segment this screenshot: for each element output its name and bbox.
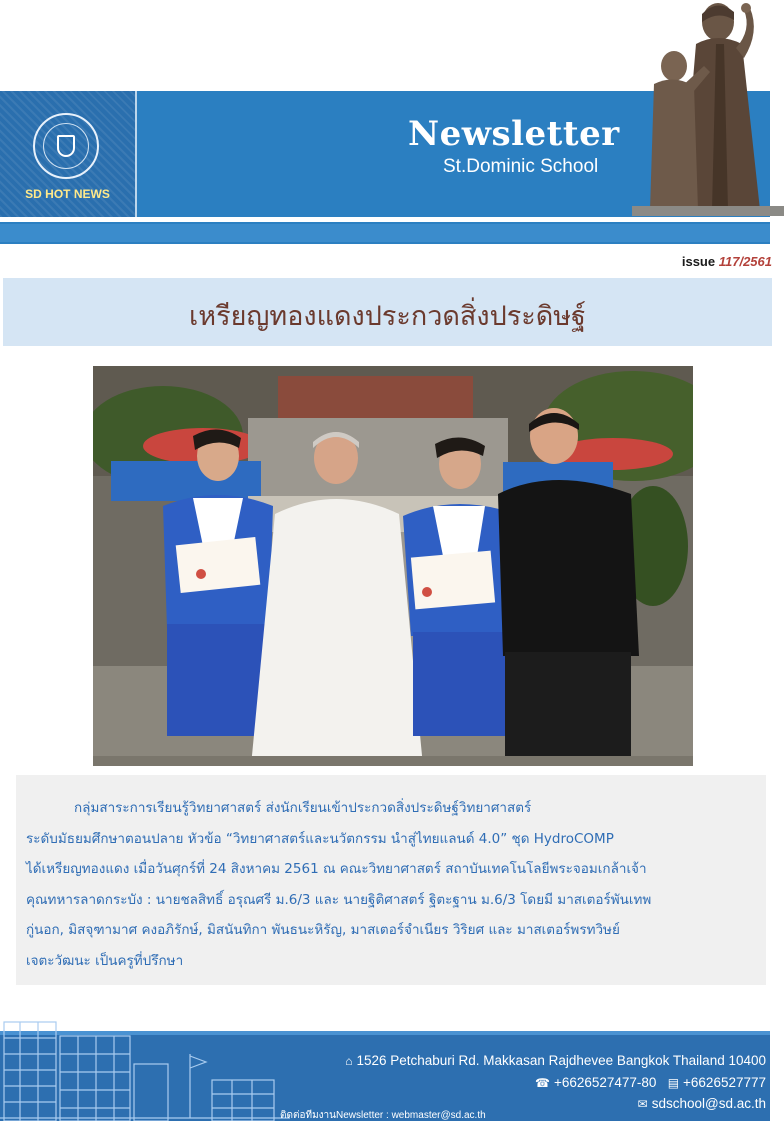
school-name: St.Dominic School [443, 156, 599, 177]
article-headline: เหรียญทองแดงประกวดสิ่งประดิษฐ์ [189, 301, 586, 332]
article-line: เจตะวัฒนะ เป็นครูที่ปรึกษา [26, 952, 184, 969]
article-line: คุณทหารลาดกระบัง : นายชลสิทธิ์ อรุณศรี ม.6/3 และ นายฐิติศาสตร์ ฐิตะฐาน ม.6/3 โดยมี มาสเตอร์พันเทพ [26, 891, 652, 908]
article-text [26, 793, 754, 976]
fax-number: +6626527777 [683, 1075, 766, 1090]
issue-number [682, 254, 772, 269]
envelope-icon: ✉ [637, 1097, 648, 1111]
home-icon: ⌂ [345, 1054, 353, 1068]
issue-prefix: issue [681, 254, 716, 269]
issue-value: 117/2561 [718, 254, 772, 269]
award-group-photo [93, 366, 693, 766]
header-underbar [0, 222, 770, 244]
phone-number[interactable]: +6626527477-80 [553, 1075, 657, 1090]
phone-icon: ☎ [534, 1076, 550, 1090]
footer-email [638, 1096, 766, 1111]
footer-address [345, 1053, 766, 1068]
hot-news-badge: SD HOT NEWS [25, 187, 110, 201]
school-seal-icon [33, 113, 99, 179]
newsletter-title: Newsletter [408, 114, 620, 154]
address-text: 1526 Petchaburi Rd. Makkasan Rajdhevee Bangkok Thailand 10400 [356, 1053, 766, 1068]
article-body [16, 775, 766, 985]
school-buildings-illustration [0, 1014, 290, 1121]
article-line: ได้เหรียญทองแดง เมื่อวันศุกร์ที่ 24 สิงหาคม 2561 ณ คณะวิทยาศาสตร์ สถาบันเทคโนโลยีพระจอมเกล้าเจ้า [26, 861, 647, 877]
logo-panel [0, 91, 137, 217]
newsletter-contact[interactable]: ติดต่อทีมงานNewsletter : webmaster@sd.ac.th [280, 1110, 486, 1121]
fax-icon: ▤ [667, 1076, 680, 1090]
founder-statue-image [632, 0, 784, 216]
headline-box [3, 278, 772, 346]
article-line: ระดับมัธยมศึกษาตอนปลาย หัวข้อ “วิทยาศาสตร์และนวัตกรรม นำสู่ไทยแลนด์ 4.0” ชุด HydroCOMP [26, 830, 614, 847]
footer-phones [535, 1075, 766, 1090]
email-link[interactable]: sdschool@sd.ac.th [651, 1096, 766, 1111]
article-line: กลุ่มสาระการเรียนรู้วิทยาศาสตร์ ส่งนักเรียนเข้าประกวดสิ่งประดิษฐ์วิทยาศาสตร์ [74, 800, 532, 816]
article-line: กู่นอก, มิสจุฑามาศ คงอภิรักษ์, มิสนันทิกา พันธนะหิรัญ, มาสเตอร์จำเนียร วิริยศ และ มาสเตอร์พรทวิษย์ [26, 922, 620, 938]
